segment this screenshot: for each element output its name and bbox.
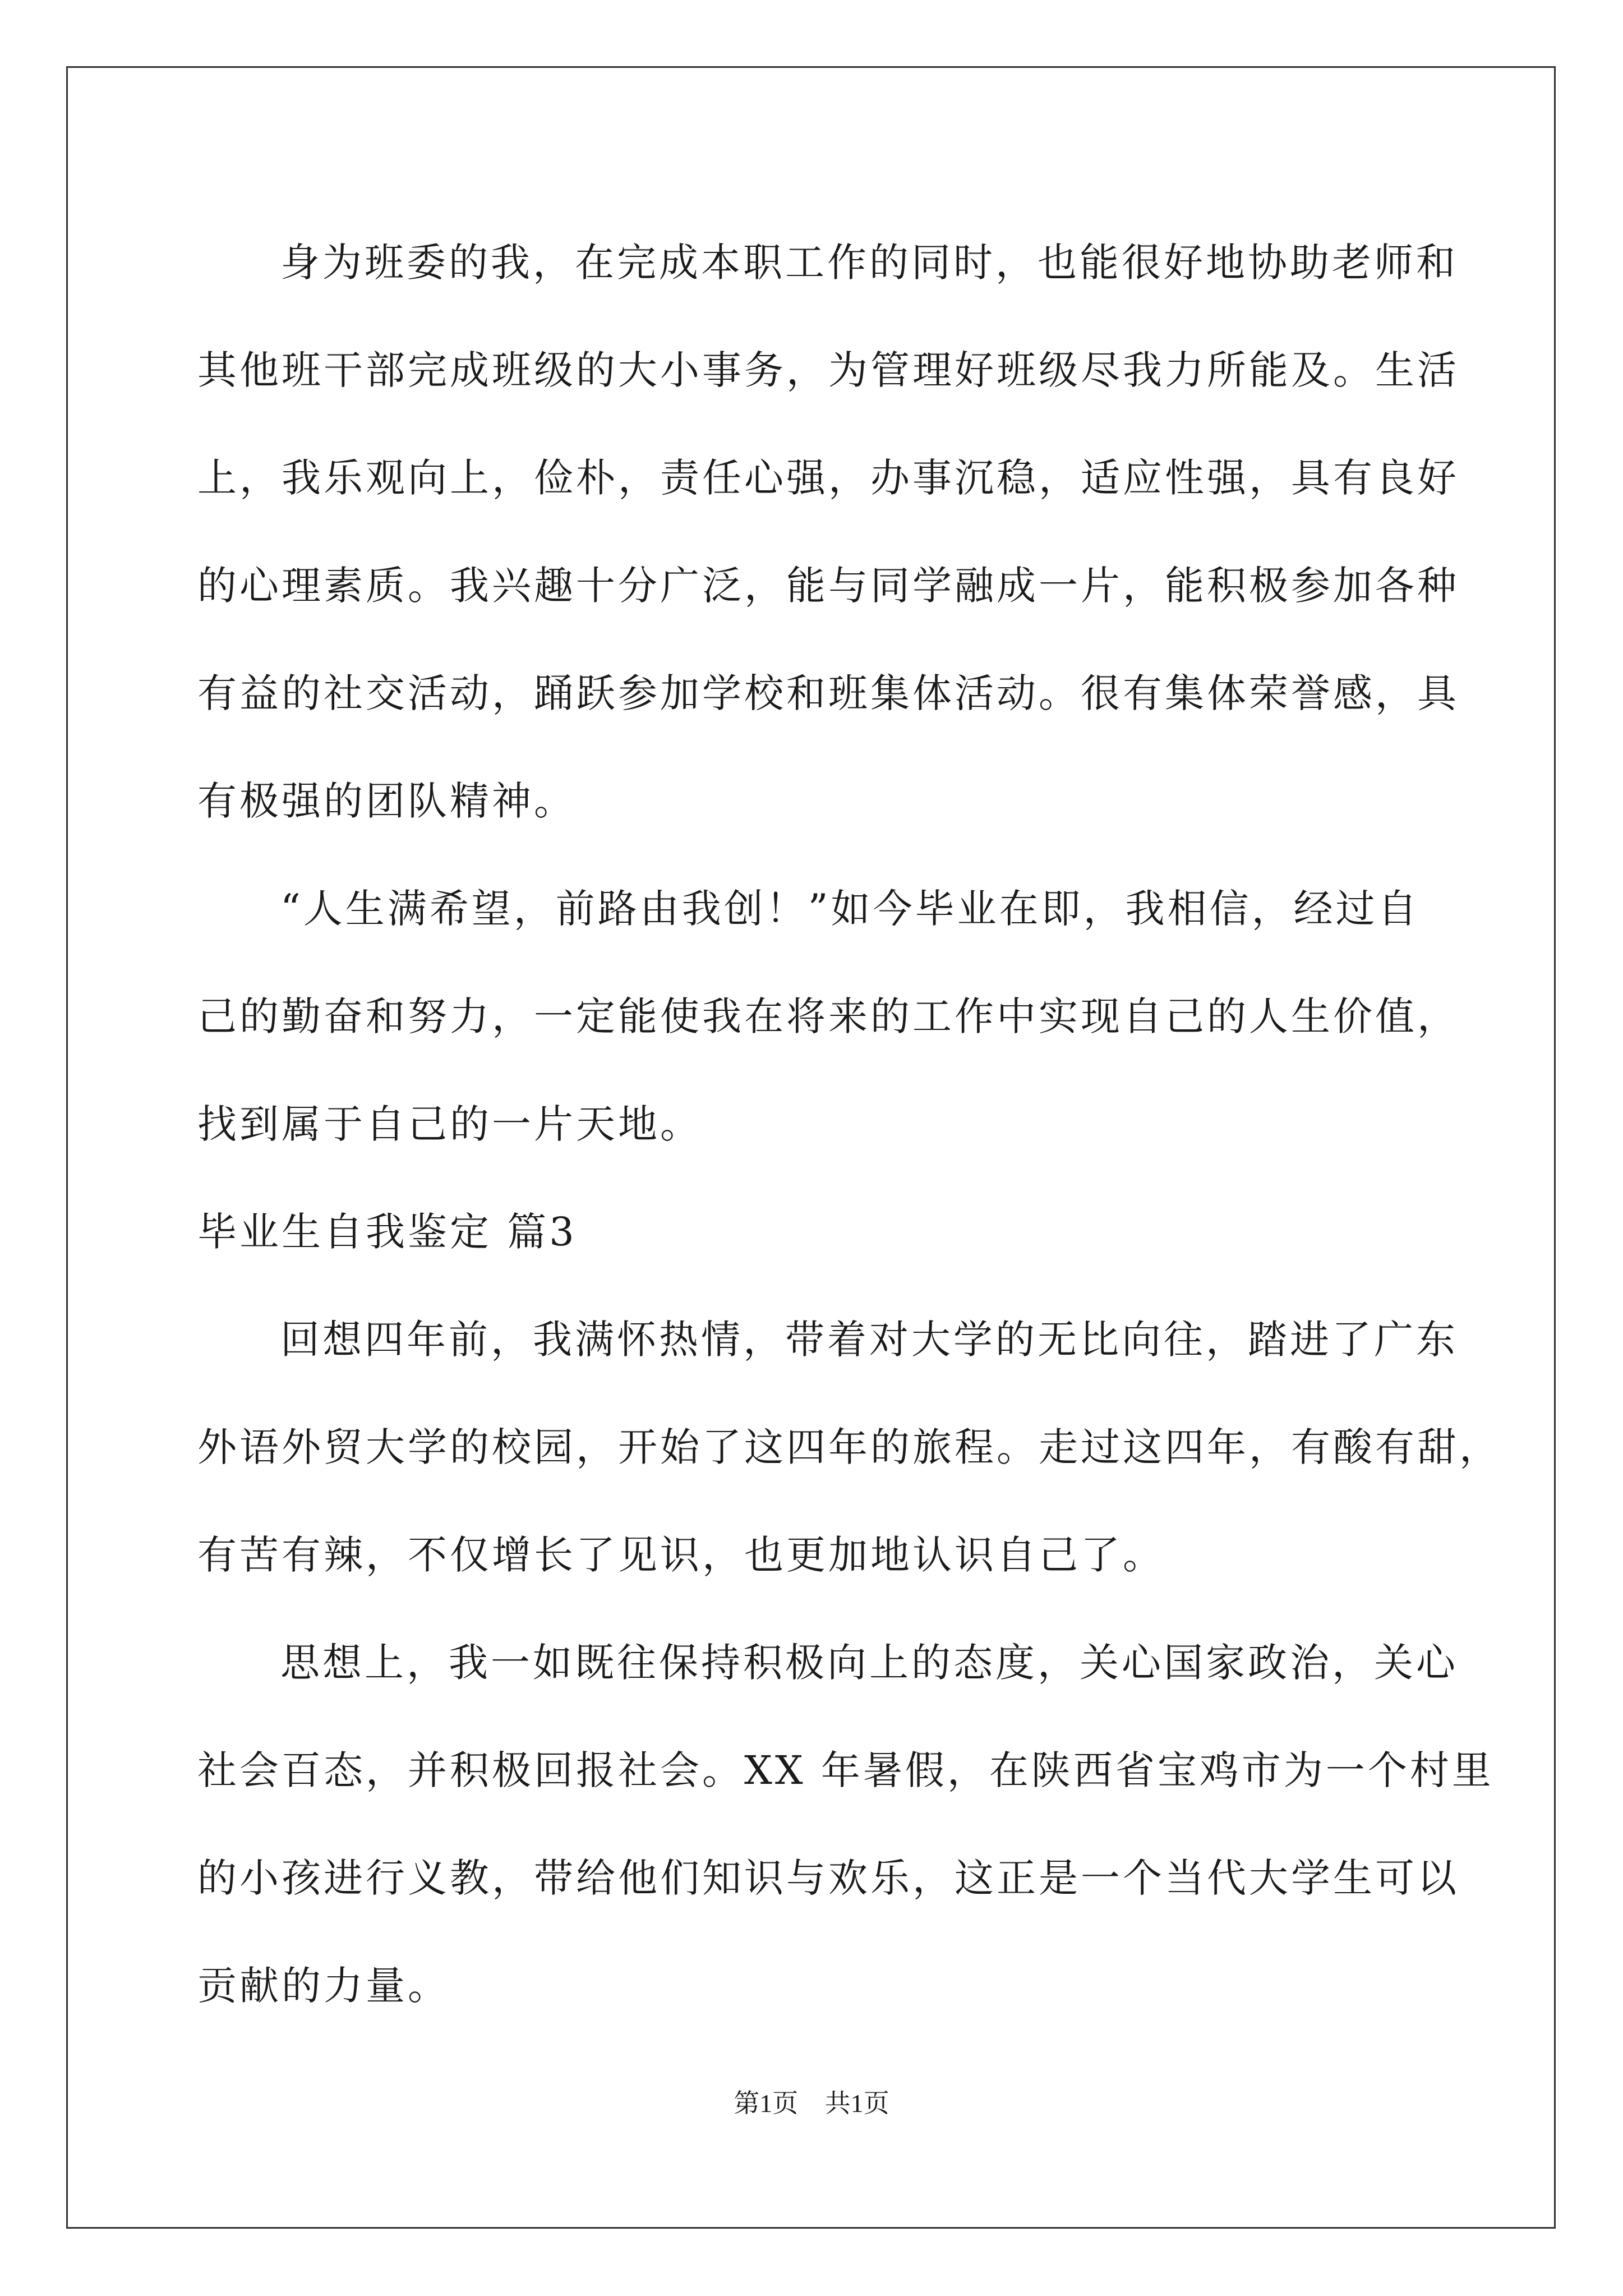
text-line: 上，我乐观向上，俭朴，责任心强，办事沉稳，适应性强，具有良好 xyxy=(197,455,1459,501)
text-line: 有苦有辣，不仅增长了见识，也更加地认识自己了。 xyxy=(197,1532,1165,1578)
section-heading xyxy=(197,1178,1454,1286)
text-line: “人生满希望，前路由我创！”如今毕业在即，我相信，经过自 xyxy=(280,886,1420,932)
document-body xyxy=(197,209,1501,2040)
text-line: 己的勤奋和努力，一定能使我在将来的工作中实现自己的人生价值， xyxy=(197,993,1459,1039)
heading-text: 毕业生自我鉴定 篇3 xyxy=(197,1209,577,1255)
text-line: 的小孩进行义教，带给他们知识与欢乐，这正是一个当代大学生可以 xyxy=(197,1855,1459,1901)
text-line: 的心理素质。我兴趣十分广泛，能与同学融成一片，能积极参加各种 xyxy=(197,563,1459,609)
text-line: 其他班干部完成班级的大小事务，为管理好班级尽我力所能及。生活 xyxy=(197,347,1459,393)
paragraph-recollection xyxy=(197,1286,1501,1609)
text-line: 身为班委的我，在完成本职工作的同时，也能很好地协助老师和 xyxy=(280,240,1458,286)
page-footer xyxy=(0,2087,1623,2120)
text-line: 有极强的团队精神。 xyxy=(197,778,576,824)
text-line: 思想上，我一如既往保持积极向上的态度，关心国家政治，关心 xyxy=(280,1640,1458,1686)
text-line: 外语外贸大学的校园，开始了这四年的旅程。走过这四年，有酸有甜， xyxy=(197,1424,1501,1470)
paragraph-graduation xyxy=(197,855,1459,1178)
text-line: 回想四年前，我满怀热情，带着对大学的无比向往，踏进了广东 xyxy=(280,1317,1458,1363)
paragraph-class-committee xyxy=(197,209,1459,855)
text-line: 社会百态，并积极回报社会。XX 年暑假，在陕西省宝鸡市为一个村里 xyxy=(197,1747,1494,1793)
text-line: 有益的社交活动，踊跃参加学校和班集体活动。很有集体荣誉感，具 xyxy=(197,670,1459,716)
paragraph-thought xyxy=(197,1609,1494,2040)
text-line: 贡献的力量。 xyxy=(197,1963,450,2009)
text-line: 找到属于自己的一片天地。 xyxy=(197,1101,702,1147)
page-number: 第1页 xyxy=(734,2089,799,2118)
page-total: 共1页 xyxy=(824,2089,889,2118)
